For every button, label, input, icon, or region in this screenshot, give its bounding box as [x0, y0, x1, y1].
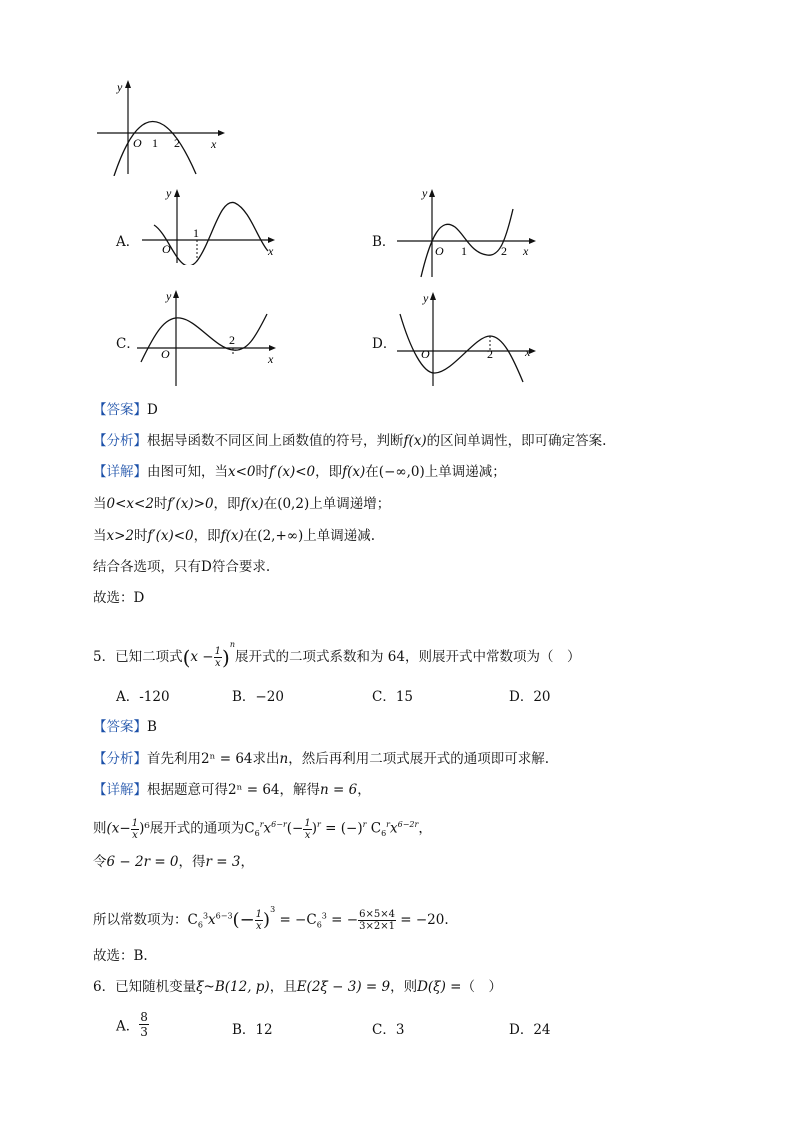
q5-d4-sup: 3 — [202, 911, 209, 921]
q5-d2-term3: (− — [286, 820, 304, 837]
main-origin-label: O — [133, 136, 142, 150]
q6-stem-b: ，且 — [269, 979, 297, 995]
q5-d2-sup: r — [259, 820, 264, 829]
q4-answer-line — [93, 401, 158, 419]
q4-detail-line-1 — [93, 463, 506, 481]
option-d-y-label: y — [423, 291, 429, 305]
q5-d4-frac-den: x — [256, 921, 262, 932]
analysis-tag: 【分析】 — [93, 751, 147, 767]
q5-frac-den: x — [214, 658, 221, 669]
q6-option-a-num: 8 — [140, 1010, 148, 1024]
q5-d4-psup: 3 — [270, 905, 276, 914]
option-b-graph — [395, 185, 540, 280]
q5-d1-eq2: n = 6 — [320, 782, 358, 798]
q4-d1-ineq: f′(x)<0 — [269, 464, 316, 480]
q5-d2-frac2-den: x — [304, 829, 311, 841]
option-c-label: C． — [116, 336, 140, 352]
q5-d2-frac-num: 1 — [131, 817, 139, 829]
q6-option-b[interactable]: B．12 — [232, 1022, 273, 1038]
q5-d4-c: C — [187, 912, 198, 928]
q5-choice: 故选：B. — [93, 948, 148, 964]
detail-tag: 【详解】 — [93, 782, 147, 798]
q6-stem-d: D(ξ) = — [417, 979, 462, 995]
option-d-graph — [395, 288, 540, 388]
answer-tag: 【答案】 — [93, 402, 147, 418]
q4-d3-c: ，即 — [193, 528, 221, 544]
option-b-tick-1: 1 — [461, 244, 467, 258]
q4-d3-d: 在 — [243, 528, 258, 544]
q5-analysis-a: 首先利用 — [147, 751, 201, 767]
q4-d3-interval: (2,+∞) — [257, 528, 304, 544]
option-c-y-label: y — [166, 289, 172, 303]
q5-d2-term4: ) — [311, 820, 318, 837]
main-tick-1: 1 — [152, 136, 158, 150]
q6-option-a[interactable] — [116, 1010, 149, 1039]
q6-stem-c: ，则 — [390, 979, 418, 995]
q5-exp-n: n — [229, 640, 235, 649]
q6-option-d[interactable]: D．24 — [509, 1022, 551, 1038]
q5-d4-big-num: 6×5×4 — [359, 909, 395, 920]
q4-d1-e: 上单调递减； — [424, 464, 506, 480]
q4-d2-cond: 0<x<2 — [106, 496, 154, 512]
q5-d2-term5: = (−) — [320, 820, 363, 837]
q5-d4-frac-num: 1 — [255, 909, 263, 920]
q5-d4-sub: 6 — [197, 920, 203, 930]
detail-tag: 【详解】 — [93, 464, 147, 480]
q5-d1-b: ，解得 — [279, 782, 321, 798]
q5-d2-sub: 6 — [254, 829, 260, 839]
q4-d3-b: 时 — [134, 528, 148, 544]
main-derivative-graph — [92, 76, 227, 176]
q5-d2-expr: (x− — [106, 820, 131, 837]
q5-d4-x: x — [208, 912, 216, 928]
q5-d4-a: 所以常数项为： — [93, 912, 188, 928]
main-tick-2: 2 — [174, 136, 180, 150]
q5-answer-line — [93, 718, 157, 736]
q5-d3-c: ， — [240, 854, 254, 870]
option-b-tick-2: 2 — [501, 244, 507, 258]
q5-frac-num: 1 — [214, 646, 221, 657]
q4-d2-c: ，即 — [213, 496, 241, 512]
q5-analysis-b: 求出 — [252, 751, 280, 767]
q5-d2-sup3: r — [317, 820, 321, 829]
q4-d2-fx: f(x) — [240, 496, 264, 512]
q5-d2-sup7: 6−2r — [397, 820, 419, 829]
q5-d3-b: ，得 — [178, 854, 206, 870]
q5-d2-sup6: r — [386, 820, 390, 829]
q5-d4-big-fraction — [358, 909, 396, 932]
q5-analysis-n: n — [279, 751, 289, 767]
q5-d2-term2: x — [263, 820, 272, 837]
q5-d2-term6: C — [366, 820, 382, 837]
q4-d3-ineq: f′(x)<0 — [147, 528, 194, 544]
q5-d2-term7: x — [389, 820, 398, 837]
q5-d1-c: ， — [357, 782, 371, 798]
option-d-origin-label: O — [421, 347, 430, 361]
option-c-x-label: x — [268, 352, 274, 366]
q6-stem-xi: ξ~B(12, p) — [196, 979, 270, 995]
q5-option-c[interactable]: C．15 — [372, 689, 414, 705]
option-d-tick-2: 2 — [487, 347, 493, 361]
option-c-tick-2: 2 — [229, 333, 235, 347]
q5-stem-a: 5．已知二项式 — [93, 649, 183, 665]
q4-analysis-text-b: 的区间单调性，即可确定答案. — [426, 433, 607, 449]
q5-d3-eq: 6 − 2r = 0 — [106, 854, 179, 870]
q5-option-a[interactable]: A．-120 — [116, 689, 170, 705]
q4-d1-cond: x<0 — [228, 464, 256, 480]
q5-detail-line-3 — [93, 853, 254, 871]
q5-d4-sub2: 6 — [316, 920, 322, 930]
q4-d1-interval: (−∞,0) — [378, 464, 425, 480]
q4-d2-interval: (0,2) — [277, 496, 310, 512]
q4-analysis-fx: f(x) — [403, 433, 427, 449]
q5-d2-term: C — [244, 820, 255, 837]
q5-d2-c: ， — [418, 820, 432, 837]
q6-stem-a: 6．已知随机变量 — [93, 979, 197, 995]
q4-detail-line-2 — [93, 495, 390, 513]
q4-conclusion: 结合各选项，只有D符合要求. — [93, 559, 271, 575]
q5-d2-exp: )⁶ — [139, 820, 150, 837]
q5-d2-sub6: 6 — [381, 829, 387, 839]
q5-option-d[interactable]: D．20 — [509, 689, 551, 705]
q5-analysis-line — [93, 750, 549, 768]
q6-stem-eq: E(2ξ − 3) = 9 — [296, 979, 391, 995]
q5-d3-a: 令 — [93, 854, 107, 870]
q6-option-a-fraction — [139, 1010, 149, 1039]
q4-analysis-text-a: 根据导函数不同区间上函数值的符号，判断 — [147, 433, 404, 449]
q5-d2-a: 则 — [93, 820, 107, 837]
q5-detail-line-1 — [93, 781, 371, 799]
q4-d3-fx: f(x) — [220, 528, 244, 544]
option-b-label: B． — [372, 234, 396, 250]
q4-d3-e: 上单调递减. — [303, 528, 376, 544]
q5-d4-eq2: = − — [326, 912, 359, 928]
q4-d2-d: 在 — [263, 496, 278, 512]
q5-d4-eq3: = −20. — [395, 912, 449, 928]
q4-analysis-line — [93, 432, 606, 450]
q6-option-c[interactable]: C．3 — [372, 1022, 405, 1038]
q4-d1-c: ，即 — [315, 464, 343, 480]
q5-d1-eq: 2ⁿ = 64 — [228, 782, 280, 798]
q5-d4-sup2: 3 — [321, 911, 327, 921]
q4-d1-a: 由图可知，当 — [147, 464, 228, 480]
q4-answer: D — [147, 402, 158, 418]
q6-option-a-den: 3 — [140, 1025, 148, 1039]
q4-d2-b: 时 — [153, 496, 168, 512]
q5-fraction — [214, 646, 222, 669]
q6-stem — [93, 978, 502, 996]
q4-choice: 故选：D — [93, 590, 145, 606]
q5-d3-eq2: r = 3 — [205, 854, 241, 870]
option-c-origin-label: O — [161, 347, 170, 361]
q5-d4-xsup: 6−3 — [215, 911, 233, 921]
q5-d2-fraction — [131, 818, 139, 841]
option-c-graph — [135, 288, 280, 388]
answer-tag: 【答案】 — [93, 719, 147, 735]
q5-answer: B — [147, 719, 157, 735]
option-a-x-label: x — [268, 244, 274, 258]
main-y-label: y — [117, 80, 123, 94]
option-a-y-label: y — [166, 186, 172, 200]
q5-analysis-c: ，然后再利用二项式展开式的通项即可求解. — [288, 751, 550, 767]
q5-d4-fraction — [255, 909, 263, 932]
q5-stem-b: 展开式的二项式系数和为 64，则展开式中常数项为（ ） — [234, 649, 581, 665]
q5-analysis-eq: 2ⁿ = 64 — [201, 751, 253, 767]
main-x-label: x — [211, 137, 217, 151]
analysis-tag: 【分析】 — [93, 433, 147, 449]
q5-d4-eq1: = −C — [275, 912, 317, 928]
option-a-origin-label: O — [162, 242, 171, 256]
option-b-origin-label: O — [435, 244, 444, 258]
q5-d2-frac-den: x — [132, 829, 138, 841]
q6-option-a-label: A． — [116, 1018, 140, 1035]
q4-d3-cond: x>2 — [106, 528, 135, 544]
option-b-y-label: y — [422, 186, 428, 200]
q5-expr-x: x − — [190, 649, 214, 665]
option-b-x-label: x — [523, 244, 529, 258]
q5-d4-paren-l: (− — [232, 909, 255, 931]
q4-d3-a: 当 — [93, 528, 107, 544]
option-a-tick-1: 1 — [193, 226, 199, 240]
q4-d1-d: 在 — [365, 464, 379, 480]
q5-option-b[interactable]: B．−20 — [232, 689, 284, 705]
q5-stem: 5．已知二项式(x − $\frac{1}{x}$ )$^n$展开式的二项式系数和为 64，则展开式中常数项为（ ） — [93, 640, 581, 670]
q4-d2-e: 上单调递增； — [309, 496, 391, 512]
q5-d2-sup4: r — [362, 820, 367, 829]
q5-detail-line-4 — [93, 896, 449, 940]
q4-d2-ineq: f′(x)>0 — [167, 496, 214, 512]
option-d-label: D． — [372, 336, 397, 352]
q5-d1-a: 根据题意可得 — [147, 782, 228, 798]
option-a-graph — [140, 185, 280, 265]
q5-d2-sup2: 6−r — [271, 820, 287, 829]
q4-detail-line-3 — [93, 527, 375, 545]
q5-detail-line-2 — [93, 812, 432, 847]
q4-d1-fx: f(x) — [342, 464, 366, 480]
option-a-label: A． — [116, 234, 140, 250]
q4-d2-a: 当 — [93, 496, 107, 512]
q5-d4-paren-r: ) — [263, 909, 271, 931]
q6-stem-e: （ ） — [461, 979, 502, 995]
q5-d2-frac2-num: 1 — [304, 817, 311, 829]
q5-d4-big-den: 3×2×1 — [359, 921, 395, 932]
q5-d2-b: 展开式的通项为 — [149, 820, 245, 837]
q4-d1-b: 时 — [255, 464, 270, 480]
option-d-x-label: x — [525, 345, 531, 359]
q5-d2-fraction-2 — [303, 818, 311, 841]
